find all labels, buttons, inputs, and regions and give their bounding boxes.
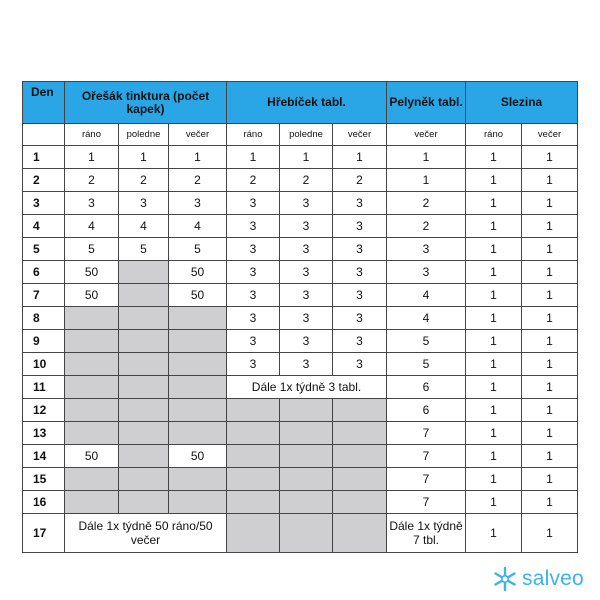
pelynek-dose-cell: 3 xyxy=(387,261,466,284)
column-header-den: Den xyxy=(23,82,65,124)
column-header-hrebicek: Hřebíček tabl. xyxy=(227,82,387,124)
oresak-dose-cell xyxy=(119,399,169,422)
oresak-dose-cell xyxy=(119,330,169,353)
hrebicek-dose-cell xyxy=(227,468,280,491)
sub-header-hrebicek: večer xyxy=(333,124,387,146)
pelynek-dose-cell: 3 xyxy=(387,238,466,261)
oresak-dose-cell: 4 xyxy=(169,215,227,238)
slezina-dose-cell: 1 xyxy=(522,468,578,491)
table-row xyxy=(23,353,578,376)
day-cell: 17 xyxy=(23,514,65,553)
pelynek-dose-cell: 1 xyxy=(387,146,466,169)
sub-header-den xyxy=(23,124,65,146)
salveo-logo xyxy=(492,566,584,592)
hrebicek-dose-cell xyxy=(333,468,387,491)
table-row xyxy=(23,491,578,514)
day-cell: 1 xyxy=(23,146,65,169)
slezina-dose-cell: 1 xyxy=(466,146,522,169)
column-header-pelynek: Pelyněk tabl. xyxy=(387,82,466,124)
pelynek-dose-cell: 1 xyxy=(387,169,466,192)
hrebicek-dose-cell: 2 xyxy=(227,169,280,192)
slezina-dose-cell: 1 xyxy=(466,284,522,307)
slezina-dose-cell: 1 xyxy=(522,353,578,376)
hrebicek-note-cell: Dále 1x týdně 3 tabl. xyxy=(227,376,387,399)
table-row xyxy=(23,146,578,169)
table-row xyxy=(23,514,578,553)
oresak-dose-cell: 1 xyxy=(119,146,169,169)
hrebicek-dose-cell: 3 xyxy=(333,330,387,353)
sub-header-slezina: večer xyxy=(522,124,578,146)
slezina-dose-cell: 1 xyxy=(466,514,522,553)
pelynek-dose-cell: 5 xyxy=(387,353,466,376)
pelynek-dose-cell: 4 xyxy=(387,284,466,307)
day-cell: 13 xyxy=(23,422,65,445)
pelynek-dose-cell: 7 xyxy=(387,422,466,445)
sub-header-hrebicek: poledne xyxy=(280,124,333,146)
hrebicek-dose-cell: 3 xyxy=(280,284,333,307)
hrebicek-dose-cell xyxy=(333,491,387,514)
day-cell: 6 xyxy=(23,261,65,284)
oresak-dose-cell: 2 xyxy=(65,169,119,192)
oresak-dose-cell: 3 xyxy=(65,192,119,215)
oresak-dose-cell xyxy=(119,422,169,445)
slezina-dose-cell: 1 xyxy=(466,169,522,192)
oresak-dose-cell: 50 xyxy=(65,261,119,284)
oresak-dose-cell xyxy=(65,307,119,330)
oresak-dose-cell xyxy=(169,399,227,422)
oresak-dose-cell xyxy=(65,399,119,422)
hrebicek-dose-cell xyxy=(227,422,280,445)
pelynek-dose-cell: 2 xyxy=(387,215,466,238)
slezina-dose-cell: 1 xyxy=(522,514,578,553)
slezina-dose-cell: 1 xyxy=(522,238,578,261)
table-row xyxy=(23,468,578,491)
sub-header-oresak: poledne xyxy=(119,124,169,146)
dosage-table xyxy=(22,81,578,553)
pelynek-dose-cell: 6 xyxy=(387,376,466,399)
hrebicek-dose-cell: 3 xyxy=(333,192,387,215)
oresak-dose-cell xyxy=(119,307,169,330)
oresak-dose-cell: 3 xyxy=(169,192,227,215)
dosage-schedule xyxy=(22,81,578,553)
slezina-dose-cell: 1 xyxy=(522,330,578,353)
oresak-dose-cell: 1 xyxy=(65,146,119,169)
hrebicek-dose-cell xyxy=(227,491,280,514)
slezina-dose-cell: 1 xyxy=(466,399,522,422)
hrebicek-dose-cell xyxy=(280,514,333,553)
day-cell: 5 xyxy=(23,238,65,261)
hrebicek-dose-cell: 3 xyxy=(333,261,387,284)
hrebicek-dose-cell xyxy=(227,445,280,468)
oresak-dose-cell: 50 xyxy=(65,445,119,468)
hrebicek-dose-cell: 3 xyxy=(333,215,387,238)
oresak-dose-cell xyxy=(169,330,227,353)
hrebicek-dose-cell: 3 xyxy=(333,284,387,307)
oresak-dose-cell xyxy=(119,353,169,376)
slezina-dose-cell: 1 xyxy=(466,307,522,330)
slezina-dose-cell: 1 xyxy=(466,215,522,238)
day-cell: 2 xyxy=(23,169,65,192)
hrebicek-dose-cell: 3 xyxy=(333,307,387,330)
oresak-dose-cell: 5 xyxy=(169,238,227,261)
hrebicek-dose-cell xyxy=(333,514,387,553)
day-cell: 16 xyxy=(23,491,65,514)
day-cell: 10 xyxy=(23,353,65,376)
oresak-dose-cell xyxy=(119,468,169,491)
hrebicek-dose-cell xyxy=(280,468,333,491)
oresak-dose-cell xyxy=(65,376,119,399)
day-cell: 3 xyxy=(23,192,65,215)
hrebicek-dose-cell xyxy=(280,445,333,468)
slezina-dose-cell: 1 xyxy=(522,307,578,330)
hrebicek-dose-cell xyxy=(280,422,333,445)
hrebicek-dose-cell: 1 xyxy=(333,146,387,169)
pelynek-dose-cell: 7 xyxy=(387,468,466,491)
oresak-dose-cell xyxy=(65,422,119,445)
oresak-dose-cell: 5 xyxy=(65,238,119,261)
slezina-dose-cell: 1 xyxy=(466,468,522,491)
day-cell: 12 xyxy=(23,399,65,422)
table-row xyxy=(23,215,578,238)
oresak-dose-cell: 4 xyxy=(65,215,119,238)
hrebicek-dose-cell xyxy=(227,514,280,553)
day-cell: 14 xyxy=(23,445,65,468)
hrebicek-dose-cell xyxy=(333,399,387,422)
oresak-dose-cell xyxy=(119,284,169,307)
header-row xyxy=(23,82,578,124)
hrebicek-dose-cell: 3 xyxy=(227,353,280,376)
hrebicek-dose-cell: 3 xyxy=(280,192,333,215)
slezina-dose-cell: 1 xyxy=(522,491,578,514)
pelynek-dose-cell: 7 xyxy=(387,491,466,514)
hrebicek-dose-cell: 3 xyxy=(227,330,280,353)
table-row xyxy=(23,422,578,445)
oresak-dose-cell: 4 xyxy=(119,215,169,238)
slezina-dose-cell: 1 xyxy=(522,399,578,422)
column-header-oresak: Ořešák tinktura (počet kapek) xyxy=(65,82,227,124)
hrebicek-dose-cell xyxy=(280,491,333,514)
table-row xyxy=(23,192,578,215)
day-cell: 15 xyxy=(23,468,65,491)
hrebicek-dose-cell: 3 xyxy=(227,192,280,215)
hrebicek-dose-cell: 3 xyxy=(333,238,387,261)
table-row xyxy=(23,238,578,261)
table-row xyxy=(23,330,578,353)
hrebicek-dose-cell xyxy=(333,422,387,445)
slezina-dose-cell: 1 xyxy=(466,261,522,284)
slezina-dose-cell: 1 xyxy=(466,491,522,514)
table-row xyxy=(23,169,578,192)
pelynek-dose-cell: 6 xyxy=(387,399,466,422)
slezina-dose-cell: 1 xyxy=(522,146,578,169)
sub-header-slezina: ráno xyxy=(466,124,522,146)
sub-header-row xyxy=(23,124,578,146)
slezina-dose-cell: 1 xyxy=(522,261,578,284)
hrebicek-dose-cell: 3 xyxy=(227,238,280,261)
slezina-dose-cell: 1 xyxy=(522,169,578,192)
sub-header-oresak: ráno xyxy=(65,124,119,146)
slezina-dose-cell: 1 xyxy=(522,376,578,399)
sub-header-oresak: večer xyxy=(169,124,227,146)
oresak-dose-cell xyxy=(119,445,169,468)
pelynek-dose-cell: 4 xyxy=(387,307,466,330)
slezina-dose-cell: 1 xyxy=(466,238,522,261)
slezina-dose-cell: 1 xyxy=(522,445,578,468)
hrebicek-dose-cell: 3 xyxy=(280,261,333,284)
hrebicek-dose-cell: 1 xyxy=(227,146,280,169)
oresak-dose-cell xyxy=(169,422,227,445)
oresak-dose-cell xyxy=(119,491,169,514)
oresak-dose-cell: 1 xyxy=(169,146,227,169)
oresak-dose-cell xyxy=(169,468,227,491)
hrebicek-dose-cell: 3 xyxy=(280,307,333,330)
hrebicek-dose-cell: 3 xyxy=(227,284,280,307)
table-row xyxy=(23,399,578,422)
oresak-dose-cell xyxy=(119,376,169,399)
day-cell: 11 xyxy=(23,376,65,399)
oresak-dose-cell: 50 xyxy=(169,261,227,284)
slezina-dose-cell: 1 xyxy=(466,330,522,353)
hrebicek-dose-cell: 3 xyxy=(333,353,387,376)
oresak-dose-cell xyxy=(169,307,227,330)
oresak-dose-cell: 2 xyxy=(119,169,169,192)
hrebicek-dose-cell: 3 xyxy=(280,330,333,353)
logo-text: salveo xyxy=(522,567,584,590)
slezina-dose-cell: 1 xyxy=(466,376,522,399)
column-header-slezina: Slezina xyxy=(466,82,578,124)
oresak-dose-cell xyxy=(169,376,227,399)
pelynek-dose-cell: 5 xyxy=(387,330,466,353)
oresak-dose-cell: 3 xyxy=(119,192,169,215)
day-cell: 4 xyxy=(23,215,65,238)
sub-header-hrebicek: ráno xyxy=(227,124,280,146)
slezina-dose-cell: 1 xyxy=(466,445,522,468)
hrebicek-dose-cell xyxy=(280,399,333,422)
day-cell: 8 xyxy=(23,307,65,330)
hrebicek-dose-cell: 3 xyxy=(280,353,333,376)
oresak-dose-cell xyxy=(119,261,169,284)
oresak-dose-cell xyxy=(65,468,119,491)
table-row xyxy=(23,261,578,284)
oresak-dose-cell xyxy=(169,353,227,376)
oresak-note-cell: Dále 1x týdně 50 ráno/50 večer xyxy=(65,514,227,553)
pelynek-dose-cell: 2 xyxy=(387,192,466,215)
pelynek-dose-cell: 7 xyxy=(387,445,466,468)
oresak-dose-cell: 50 xyxy=(169,284,227,307)
oresak-dose-cell xyxy=(65,491,119,514)
hrebicek-dose-cell: 2 xyxy=(333,169,387,192)
oresak-dose-cell xyxy=(169,491,227,514)
hrebicek-dose-cell: 3 xyxy=(227,215,280,238)
oresak-dose-cell xyxy=(65,353,119,376)
snowflake-icon xyxy=(492,566,518,592)
hrebicek-dose-cell: 3 xyxy=(227,261,280,284)
pelynek-dose-cell: Dále 1x týdně 7 tbl. xyxy=(387,514,466,553)
hrebicek-dose-cell: 2 xyxy=(280,169,333,192)
day-cell: 9 xyxy=(23,330,65,353)
sub-header-pelynek: večer xyxy=(387,124,466,146)
oresak-dose-cell xyxy=(65,330,119,353)
table-row xyxy=(23,284,578,307)
table-row xyxy=(23,445,578,468)
slezina-dose-cell: 1 xyxy=(522,284,578,307)
hrebicek-dose-cell: 1 xyxy=(280,146,333,169)
oresak-dose-cell: 50 xyxy=(169,445,227,468)
hrebicek-dose-cell: 3 xyxy=(280,215,333,238)
table-row xyxy=(23,307,578,330)
hrebicek-dose-cell: 3 xyxy=(227,307,280,330)
slezina-dose-cell: 1 xyxy=(522,422,578,445)
slezina-dose-cell: 1 xyxy=(466,192,522,215)
hrebicek-dose-cell: 3 xyxy=(280,238,333,261)
slezina-dose-cell: 1 xyxy=(522,192,578,215)
slezina-dose-cell: 1 xyxy=(522,215,578,238)
day-cell: 7 xyxy=(23,284,65,307)
hrebicek-dose-cell xyxy=(227,399,280,422)
slezina-dose-cell: 1 xyxy=(466,422,522,445)
oresak-dose-cell: 5 xyxy=(119,238,169,261)
oresak-dose-cell: 50 xyxy=(65,284,119,307)
table-row xyxy=(23,376,578,399)
oresak-dose-cell: 2 xyxy=(169,169,227,192)
slezina-dose-cell: 1 xyxy=(466,353,522,376)
hrebicek-dose-cell xyxy=(333,445,387,468)
